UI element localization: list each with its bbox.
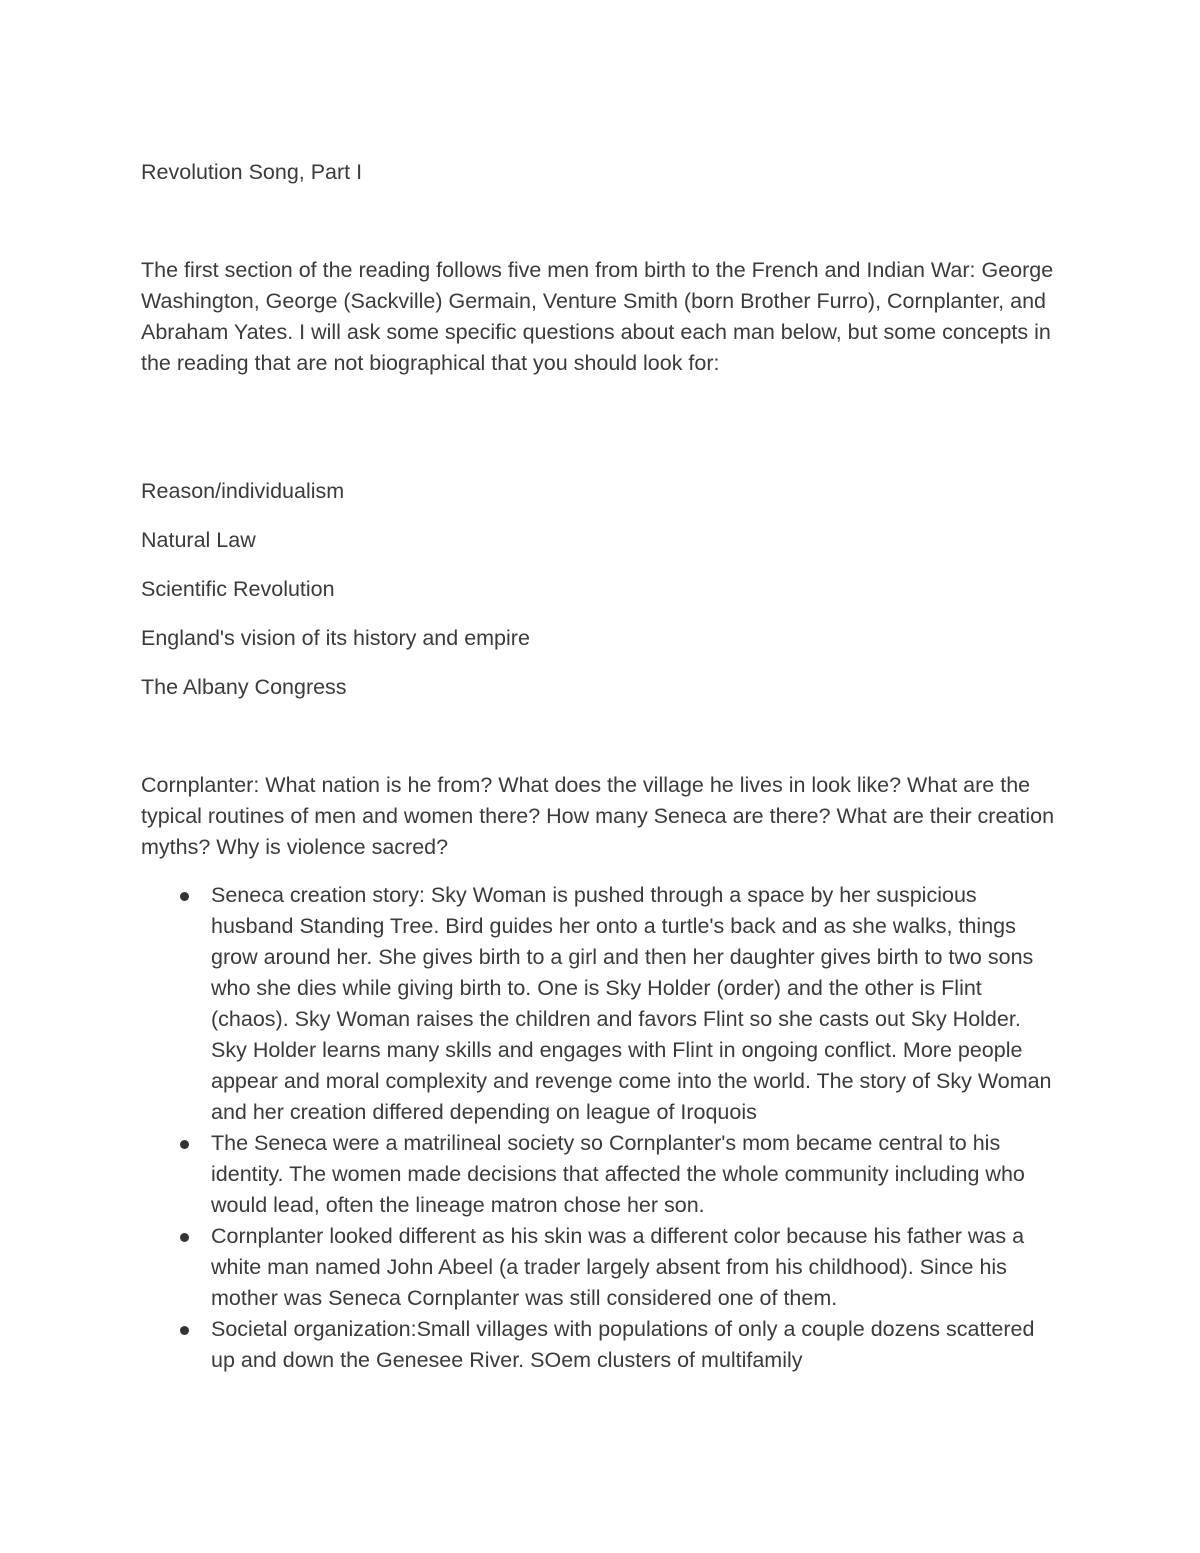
bullet-icon <box>180 1326 189 1335</box>
bullet-icon <box>180 1233 189 1242</box>
list-item-text: The Seneca were a matrilineal society so Cornplanter's mom became central to his identity. The women made decisions that affected the whole community including who would lead, often the lineage matron chose her son. <box>211 1131 1025 1217</box>
bullet-icon <box>180 1140 189 1149</box>
list-item <box>0 1128 1061 1221</box>
document-title: Revolution Song, Part I <box>141 160 363 184</box>
cornplanter-question: Cornplanter: What nation is he from? What does the village he lives in look like? What are the typical routines of men and women there? How many Seneca are there? What are their creation myths? Why is violence sacred? <box>141 773 1055 859</box>
list-item <box>0 1221 1061 1314</box>
notes-bullet-list <box>0 880 1061 1376</box>
concept-item: The Albany Congress <box>141 675 347 699</box>
list-item-text: Cornplanter looked different as his skin was a different color because his father was a white man named John Abeel (a trader largely absent from his childhood). Since his mother was Seneca Cornplanter was still considered one of them. <box>211 1224 1025 1310</box>
list-item <box>0 880 1061 1128</box>
concept-list <box>141 476 530 721</box>
list-item-text: Societal organization:Small villages with populations of only a couple dozens scattered up and down the Genesee River. SOem clusters of multifamily <box>211 1317 1035 1372</box>
concept-item: Natural Law <box>141 528 256 552</box>
concept-item: Reason/individualism <box>141 479 345 503</box>
intro-paragraph: The first section of the reading follows five men from birth to the French and Indian War: George Washington, George (Sackville) Germain, Venture Smith (born Brother Furro), Cornplanter, and Abraham Yates. I will ask some specific questions about each man below, but some concepts in the reading that are not biographical that you should look for: <box>141 258 1054 375</box>
concept-item: England's vision of its history and empire <box>141 626 530 650</box>
list-item <box>0 1314 1061 1376</box>
bullet-icon <box>180 892 189 901</box>
concept-item: Scientific Revolution <box>141 577 335 601</box>
list-item-text: Seneca creation story: Sky Woman is pushed through a space by her suspicious husband Standing Tree. Bird guides her onto a turtle's back and as she walks, things grow around her. She gives birth to a girl and then her daughter gives birth to two sons who she dies while giving birth to. One is Sky Holder (order) and the other is Flint (chaos). Sky Woman raises the children and favors Flint so she casts out Sky Holder. Sky Holder learns many skills and engages with Flint in ongoing conflict. More people appear and moral complexity and revenge come into the world. The story of Sky Woman and her creation differed depending on league of Iroquois <box>211 883 1052 1124</box>
